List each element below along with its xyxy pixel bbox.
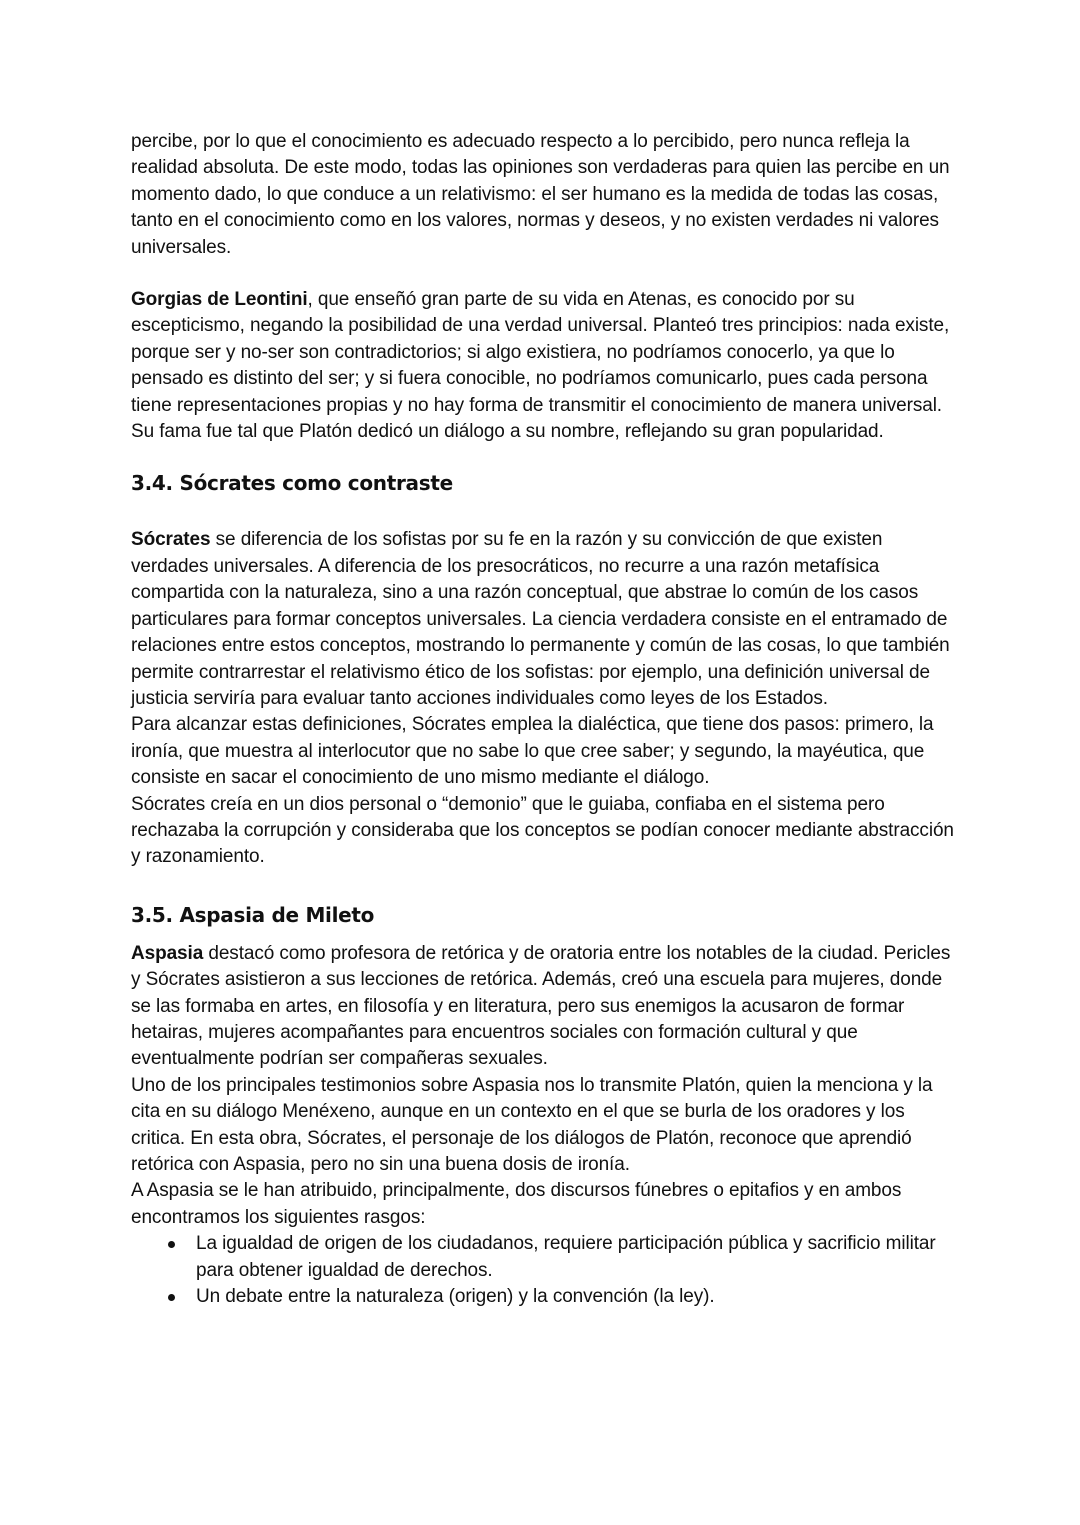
traits-list	[131, 1231, 961, 1310]
aspasia-paragraph-1	[131, 941, 961, 1073]
socrates-name: Sócrates	[131, 529, 211, 551]
gorgias-text: , que enseñó gran parte de su vida en Atenas, es conocido por su escepticismo, negando la posibilidad de una verdad universal. Planteó tres principios: nada existe, porque ser y no-ser son contradictorios; si algo existiera, no podríamos conocerlo, ya que lo pensado es distinto del ser; y si fuera conocible, no podríamos comunicarlo, pues cada persona tiene representaciones propias y no hay forma de transmitir el conocimiento de manera universal. Su fama fue tal que Platón dedicó un diálogo a su nombre, reflejando su gran popularidad.	[131, 289, 950, 443]
socrates-paragraph-3: Sócrates creía en un dios personal o “demonio” que le guiaba, confiaba en el sistema pero rechazaba la corrupción y consideraba que los conceptos se podían conocer mediante abstracción y razonamiento.	[131, 793, 954, 868]
list-item	[131, 1284, 961, 1310]
intro-paragraph: percibe, por lo que el conocimiento es adecuado respecto a lo percibido, pero nunca refleja la realidad absoluta. De este modo, todas las opiniones son verdaderas para quien las percibe en un momento dado, lo que conduce a un relativismo: el ser humano es la medida de todas las cosas, tanto en el conocimiento como en los valores, normas y deseos, y no existen verdades ni valores universales.	[131, 131, 950, 258]
aspasia-paragraph-2: Uno de los principales testimonios sobre Aspasia nos lo transmite Platón, quien la menciona y la cita en su diálogo Menéxeno, aunque en un contexto en el que se burla de los oradores y los critica. En esta obra, Sócrates, el personaje de los diálogos de Platón, reconoce que aprendió retórica con Aspasia, pero no sin una buena dosis de ironía.	[131, 1074, 933, 1175]
aspasia-text-1: destacó como profesora de retórica y de oratoria entre los notables de la ciudad. Pericles y Sócrates asistieron a sus lecciones de retórica. Además, creó una escuela para mujeres, donde se las formaba en artes, en filosofía y en literatura, pero sus enemigos la acusaron de formar hetairas, mujeres acompañantes para encuentros sociales con formación cultural y que eventualmente podrían ser compañeras sexuales.	[131, 942, 951, 1070]
document-page	[131, 129, 961, 1310]
socrates-paragraph-1	[131, 527, 961, 712]
section-heading-socrates: 3.4. Sócrates como contraste	[131, 471, 453, 496]
gorgias-name: Gorgias de Leontini	[131, 289, 308, 311]
gorgias-paragraph	[131, 287, 961, 445]
section-heading-aspasia: 3.5. Aspasia de Mileto	[131, 902, 375, 927]
list-item-text: Un debate entre la naturaleza (origen) y la convención (la ley).	[196, 1286, 715, 1308]
bullet-icon	[168, 1294, 175, 1301]
bullet-icon	[168, 1241, 175, 1248]
aspasia-name: Aspasia	[131, 942, 204, 964]
list-item	[131, 1231, 961, 1284]
list-item-text: La igualdad de origen de los ciudadanos, requiere participación pública y sacrificio militar para obtener igualdad de derechos.	[196, 1233, 936, 1281]
aspasia-paragraph-3: A Aspasia se le han atribuido, principalmente, dos discursos fúnebres o epitafios y en ambos encontramos los siguientes rasgos:	[131, 1180, 902, 1228]
socrates-text-1: se diferencia de los sofistas por su fe en la razón y su convicción de que existen verdades universales. A diferencia de los presocráticos, no recurre a una razón metafísica compartida con la naturaleza, sino a una razón conceptual, que abstrae lo común de los casos particulares para formar conceptos universales. La ciencia verdadera consiste en el entramado de relaciones entre estos conceptos, mostrando lo permanente y común de las cosas, lo que también permite contrarrestar el relativismo ético de los sofistas: por ejemplo, una definición universal de justicia serviría para evaluar tanto acciones individuales como leyes de los Estados.	[131, 529, 950, 709]
socrates-paragraph-2: Para alcanzar estas definiciones, Sócrates emplea la dialéctica, que tiene dos pasos: primero, la ironía, que muestra al interlocutor que no sabe lo que cree saber; y segundo, la mayéutica, que consiste en sacar el conocimiento de uno mismo mediante el diálogo.	[131, 714, 934, 789]
